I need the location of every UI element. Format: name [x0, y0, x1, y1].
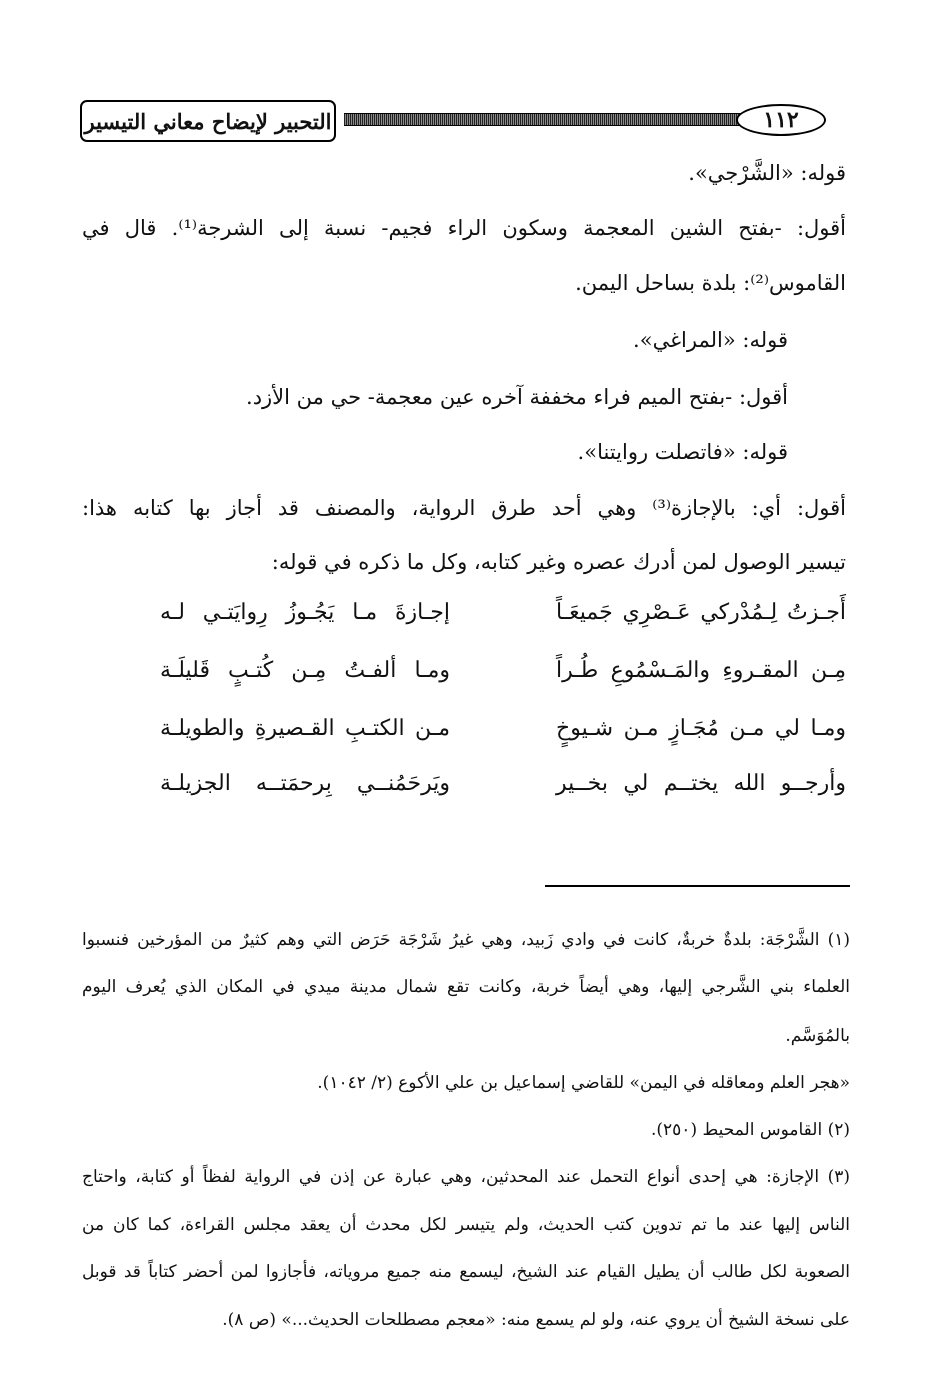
- page-number: ١١٢: [736, 104, 826, 136]
- verse-second-hemistich: ويَرحَمُنــي بِرحمَتــه الجزيلـة: [160, 771, 450, 796]
- footnote-line: الناس إليها عند ما تم تدوين كتب الحديث، ولم يتيسر لكل محدث أن يعقد مجلس القراءة، كما كان من: [82, 1215, 850, 1235]
- body-line: أقول: -بفتح الشين المعجمة وسكون الراء فجيم- نسبة إلى الشرجة⁽¹⁾. قال في: [82, 216, 846, 240]
- footnote-line: بالمُوَسَّم.: [785, 1026, 850, 1046]
- footnote-line: (١) الشَّرْجَة: بلدةٌ خربةٌ، كانت في وادي زَبيد، وهي غيرُ شَرْجَة حَرَض التي وهم كثيرٌ من المؤرخين فنسبوا: [82, 930, 850, 950]
- footnote-line: الصعوبة لكل طالب أن يطيل القيام عند الشيخ، ليسمع منه جميع مروياته، فأجازوا لمن أحضر كتاباً قد قوبل: [82, 1262, 850, 1282]
- footnote-line: على نسخة الشيخ أن يروي عنه، ولو لم يسمع منه: «معجم مصطلحات الحديث...» (ص ٨).: [222, 1310, 850, 1330]
- verse-second-hemistich: ومـا ألفـتُ مِـن كُتـبٍ قَليلَـة: [160, 658, 450, 683]
- poem-verse: [160, 716, 846, 750]
- footnote-line: (٢) القاموس المحيط (٢٥٠).: [650, 1120, 850, 1140]
- body-line: تيسير الوصول لمن أدرك عصره وغير كتابه، وكل ما ذكره في قوله:: [271, 550, 846, 574]
- poem-verse: [160, 658, 846, 692]
- verse-first-hemistich: وأرجــو الله يختــم لي بخــير: [556, 771, 846, 796]
- header-decorative-bar: [344, 113, 744, 126]
- verse-second-hemistich: إجـازةَ مـا يَجُـوزُ رِوايَتـي لـه: [160, 600, 450, 625]
- poem-verse: [160, 600, 846, 634]
- footnote-line: العلماء بني الشَّرجي إليها، وهي أيضاً خربة، وكانت تقع شمال مدينة ميدي في المكان الذي يُعرف اليوم: [82, 977, 850, 997]
- footnote-separator: [545, 885, 850, 887]
- body-line: قوله: «المراغي».: [633, 328, 788, 352]
- body-line: أقول: -بفتح الميم فراء مخففة آخره عين معجمة- حي من الأزد.: [246, 385, 788, 409]
- body-line: القاموس⁽²⁾: بلدة بساحل اليمن.: [575, 271, 846, 295]
- verse-first-hemistich: مِـن المقـروءِ والمَـسْمُوعِ طُـراً: [556, 658, 846, 683]
- body-line: قوله: «فاتصلت روايتنا».: [577, 440, 788, 464]
- footnote-line: «هجر العلم ومعاقله في اليمن» للقاضي إسماعيل بن علي الأكوع (٢/ ١٠٤٢).: [317, 1073, 850, 1093]
- book-title: التحبير لإيضاح معاني التيسير: [80, 100, 336, 142]
- footnote-line: (٣) الإجازة: هي إحدى أنواع التحمل عند المحدثين، وهي عبارة عن إذن في الرواية لفظاً أو كتابة، واحتاج: [82, 1167, 850, 1187]
- poem-verse: [160, 771, 846, 805]
- body-line: قوله: «الشَّرْجي».: [688, 161, 846, 185]
- verse-second-hemistich: مـن الكتـبِ القـصيرةِ والطويلـة: [160, 716, 450, 741]
- verse-first-hemistich: أَجـزتُ لِـمُدْركي عَـصْرِي جَميعَـاً: [556, 600, 846, 625]
- body-line: أقول: أي: بالإجازة⁽³⁾ وهي أحد طرق الرواية، والمصنف قد أجاز بها كتابه هذا:: [82, 496, 846, 520]
- verse-first-hemistich: ومـا لي مـن مُجَـازٍ مـن شـيوخٍ: [556, 716, 846, 741]
